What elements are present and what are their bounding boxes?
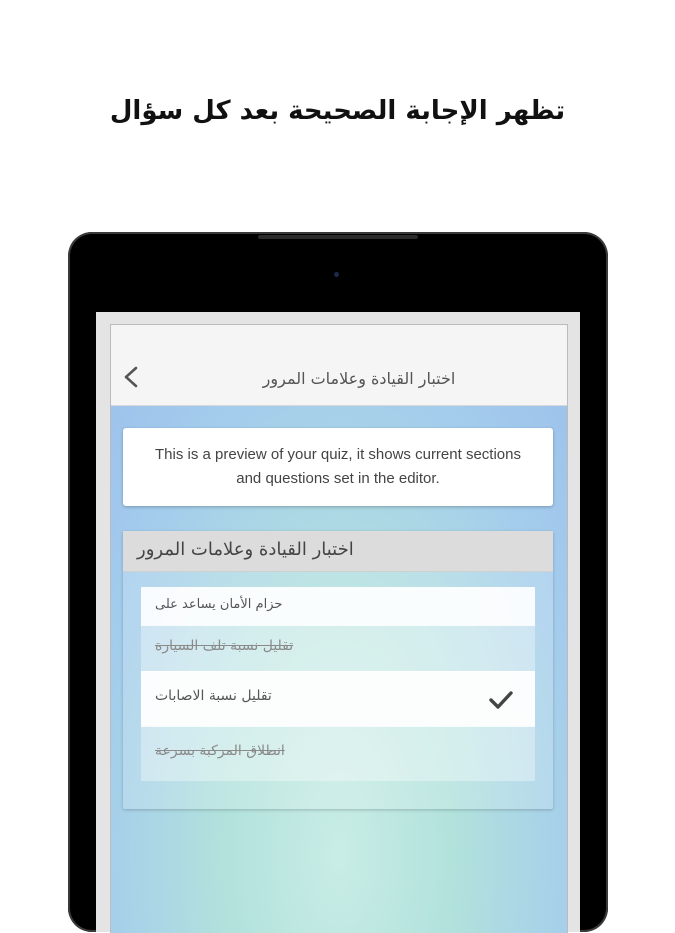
- section-title: اختبار القيادة وعلامات المرور: [137, 539, 354, 560]
- question-block: [141, 587, 535, 781]
- promo-caption: تظهر الإجابة الصحيحة بعد كل سؤال: [109, 96, 566, 126]
- question-text: حزام الأمان يساعد على: [155, 597, 283, 612]
- app-bar: [111, 325, 567, 406]
- app-bar-title: اختبار القيادة وعلامات المرور: [262, 369, 456, 388]
- tablet-device-frame: [68, 232, 608, 932]
- front-camera: [334, 272, 339, 277]
- checkmark-icon: [489, 690, 513, 710]
- quiz-section-card: [123, 531, 553, 809]
- preview-notice-text: This is a preview of your quiz, it shows current sections and questions set in the editor.: [155, 446, 521, 487]
- chevron-left-icon[interactable]: [121, 365, 141, 389]
- answer-option-3[interactable]: [141, 726, 535, 781]
- answer-label-wrong: انطلاق المركبة بسرعة: [155, 743, 285, 759]
- answer-label-wrong: تقليل نسبة تلف السيارة: [155, 638, 294, 654]
- answer-option-1[interactable]: [141, 625, 535, 671]
- section-header: [123, 531, 553, 572]
- app-screen: [110, 324, 568, 933]
- preview-notice-card: [123, 428, 553, 506]
- quiz-content: [111, 406, 567, 933]
- question-row: [141, 587, 535, 625]
- answer-option-2[interactable]: [141, 671, 535, 726]
- tablet-top-edge: [258, 235, 418, 239]
- screen-bezel: [96, 312, 580, 932]
- answer-label-correct: تقليل نسبة الاصابات: [155, 688, 272, 704]
